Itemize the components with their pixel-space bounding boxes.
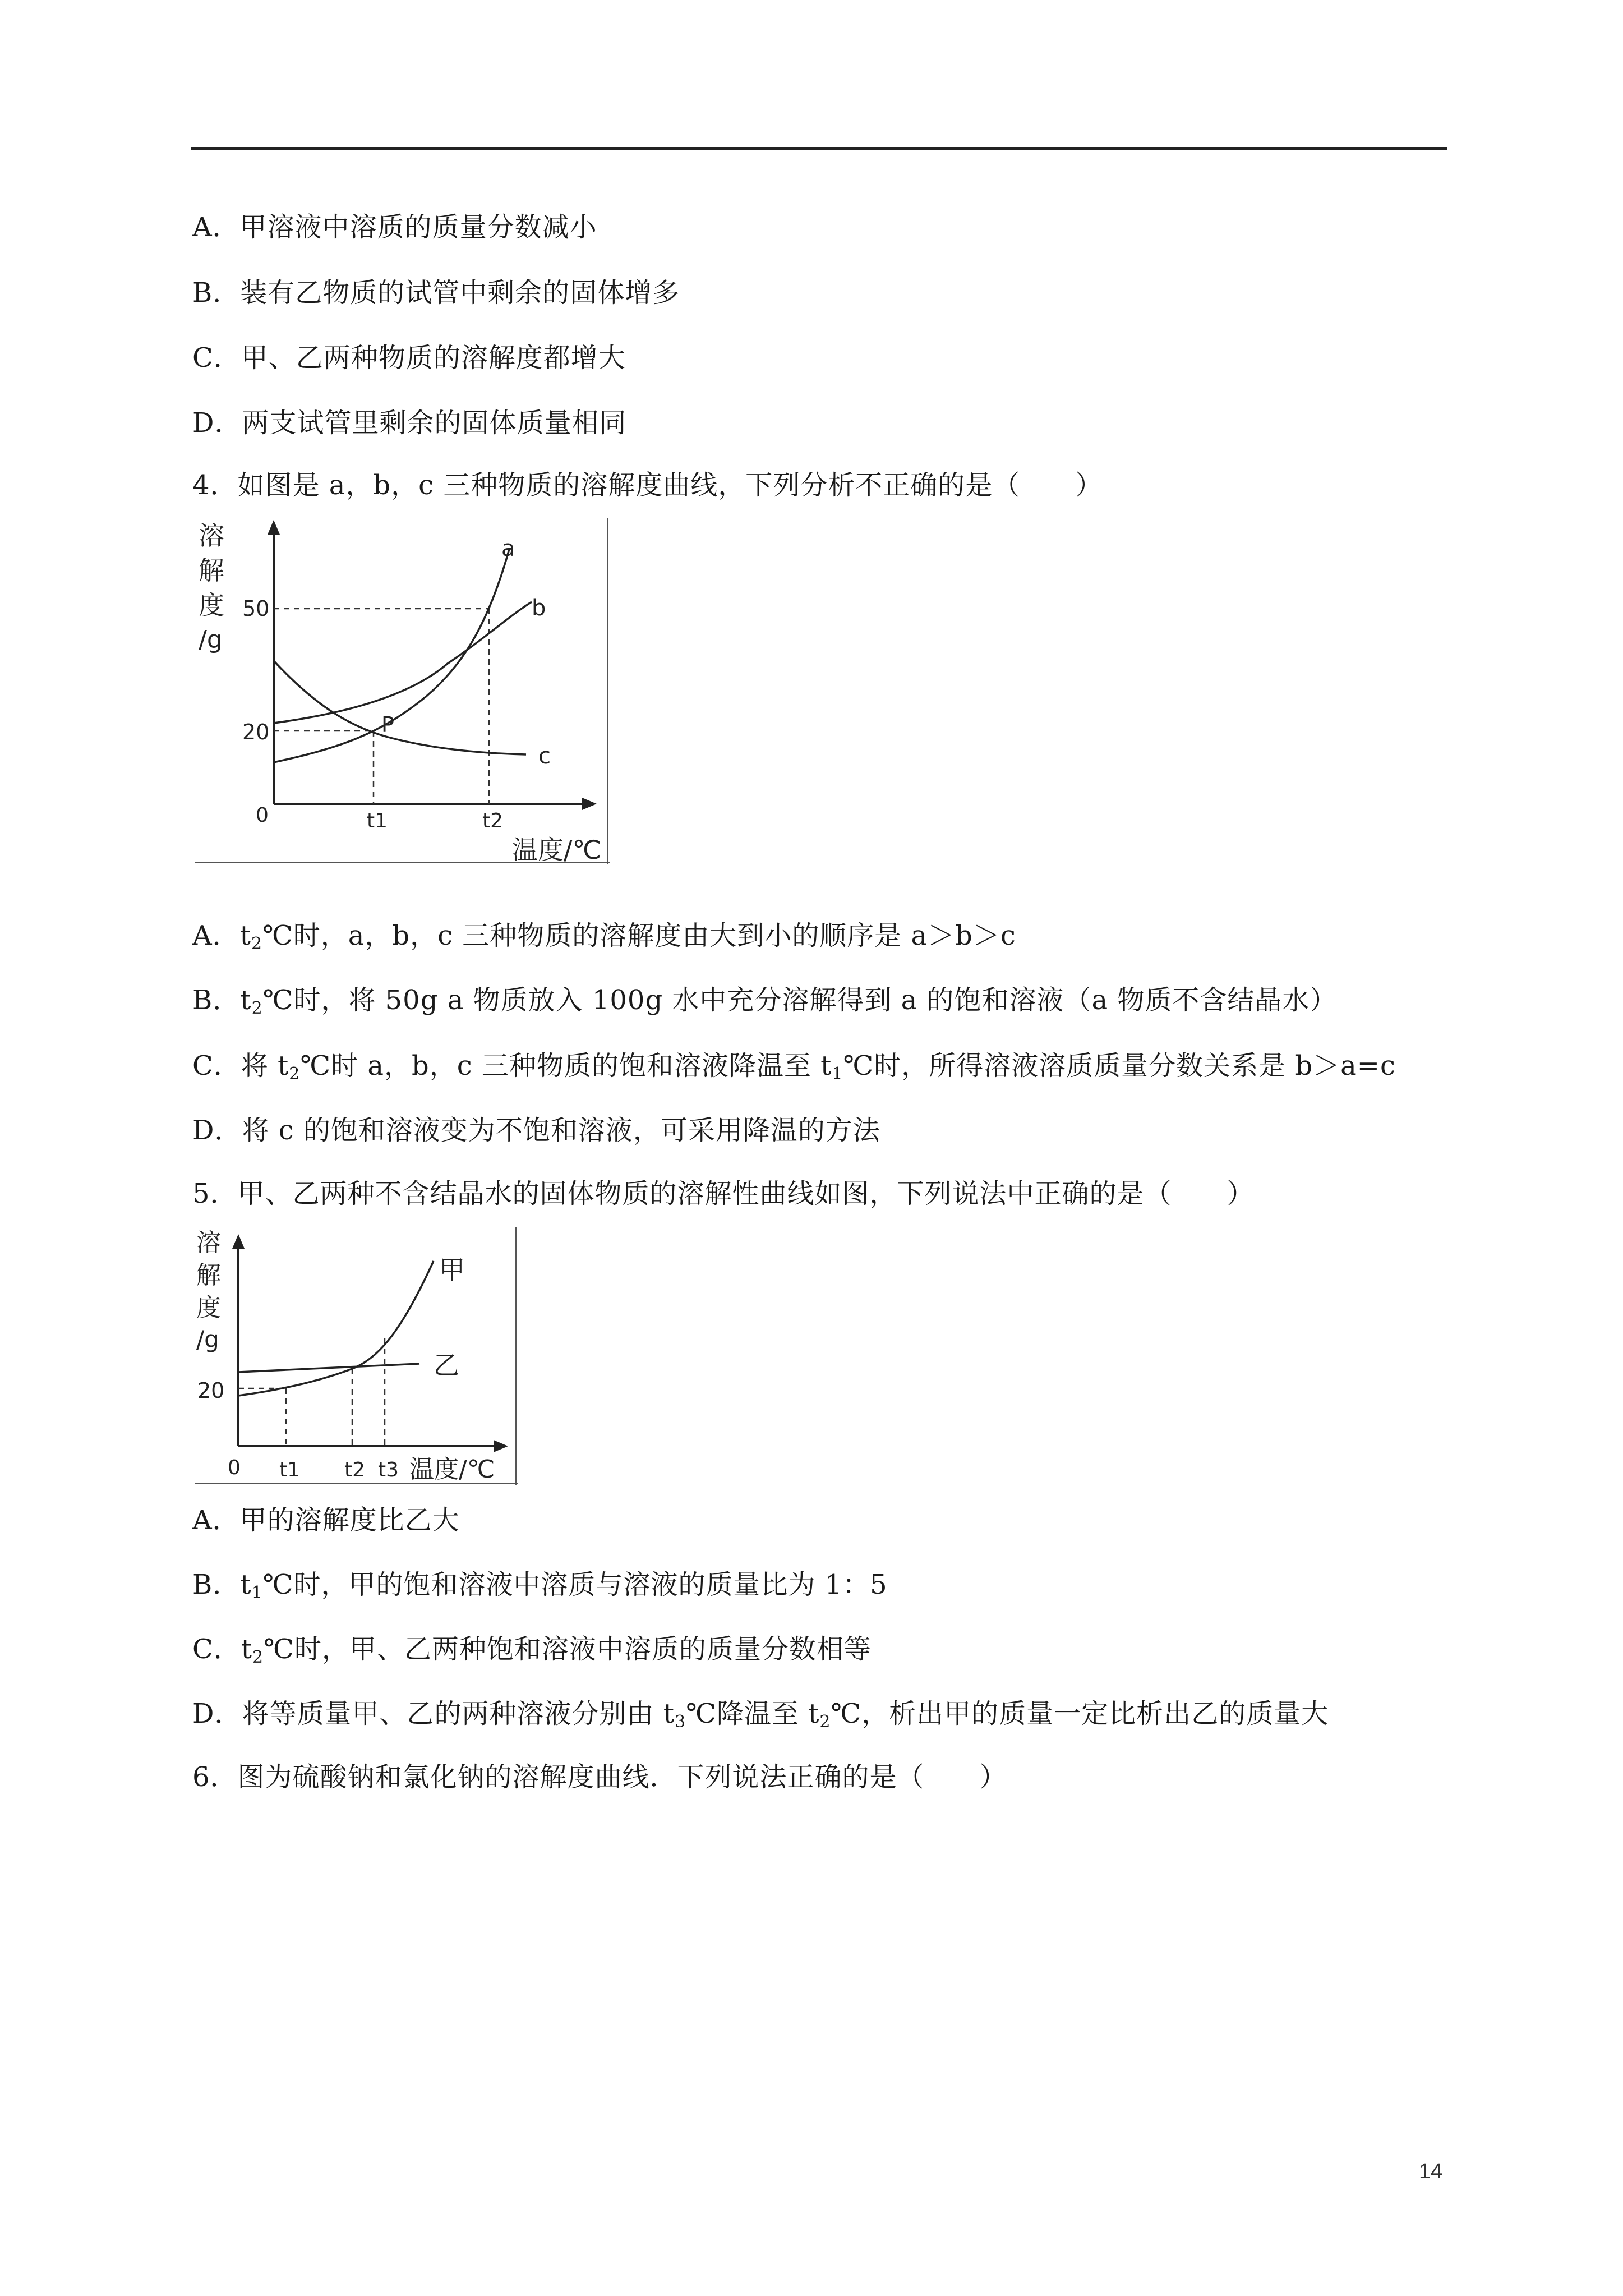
q4-option-d: D．将 c 的饱和溶液变为不饱和溶液，可采用降温的方法 [192,1115,880,1146]
q5-option-d: D．将等质量甲、乙的两种溶液分别由 $t_3℃$降温至 $t_2℃$，析出甲的质量一定比析出乙的质量大 [192,1698,1329,1732]
q4-xtick-t1: t1 [367,809,388,832]
q5-xtick-t2: t2 [344,1458,366,1481]
q5-option-b: B．$t_1℃$时，甲的饱和溶液中溶质与溶液的质量比为 1：5 [192,1569,888,1603]
q4-xtick-t2: t2 [482,809,504,832]
q5-ylabel-1: 溶 [196,1228,221,1257]
q5-yunit: /g [196,1326,219,1353]
q4-yunit: /g [199,625,223,654]
q5-ytick-20: 20 [197,1378,225,1403]
q4-ylabel-1: 溶 [199,521,224,551]
q5-y-arrow [232,1234,245,1249]
q5-option-c: C．$t_2℃$时，甲、乙两种饱和溶液中溶质的质量分数相等 [192,1634,872,1667]
q4-x-arrow [582,798,597,810]
q4-option-a: A．$t_2℃$时，a，b，c 三种物质的溶解度由大到小的顺序是 a＞b＞c [192,920,1016,954]
q5-xtick-t3: t3 [378,1458,399,1481]
q5-solubility-chart [195,1227,518,1485]
q5-stem: 5．甲、乙两种不含结晶水的固体物质的溶解性曲线如图，下列说法中正确的是（ ） [192,1178,1255,1209]
q5-x-arrow [494,1440,508,1452]
q4-stem: 4．如图是 a，b，c 三种物质的溶解度曲线，下列分析不正确的是（ ） [192,470,1103,501]
q4-curve-c [274,661,526,754]
q4-option-c: C．将 $t_2℃$时 a，b，c 三种物质的饱和溶液降温至 $t_1℃$时，所得溶液溶质质量分数关系是 b＞a=c [192,1050,1396,1084]
q4-ytick-20: 20 [242,720,270,744]
q5-xlabel: 温度/℃ [409,1455,495,1484]
q4-label-p: P [381,712,394,737]
q4-option-b: B．$t_2℃$时，将 50g a 物质放入 100g 水中充分溶解得到 a 的饱和溶液（a 物质不含结晶水） [192,984,1338,1018]
q6-stem: 6．图为硫酸钠和氯化钠的溶解度曲线．下列说法正确的是（ ） [192,1761,1007,1793]
q5-label-jia: 甲 [439,1255,465,1285]
option-c-prev: C．甲、乙两种物质的溶解度都增大 [192,342,626,374]
page-number: 14 [1419,2160,1443,2183]
q4-ylabel-2: 解 [199,555,224,586]
header-rule [191,147,1447,150]
q4-y-arrow [268,520,280,535]
q4-solubility-figure [195,518,610,864]
q5-solubility-figure [195,1227,518,1485]
q4-curve-b [274,602,532,723]
q5-option-a: A．甲的溶解度比乙大 [192,1504,460,1536]
q5-curve-yi [238,1364,419,1372]
option-d-prev: D．两支试管里剩余的固体质量相同 [192,407,627,439]
q5-ylabel-3: 度 [196,1294,221,1322]
q4-label-b: b [532,595,546,621]
q4-label-c: c [538,743,551,769]
q5-label-yi: 乙 [434,1350,459,1381]
q5-origin: 0 [228,1456,241,1479]
q5-xtick-t1: t1 [279,1458,301,1481]
q5-ylabel-2: 解 [196,1261,221,1290]
q4-solubility-chart [195,518,610,864]
q4-ytick-50: 50 [242,596,270,621]
q4-origin: 0 [256,804,269,827]
q5-curve-jia [238,1261,434,1396]
q4-ylabel-3: 度 [199,590,224,620]
option-a-prev: A．甲溶液中溶质的质量分数减小 [192,211,597,243]
q4-label-a: a [501,536,515,562]
option-b-prev: B．装有乙物质的试管中剩余的固体增多 [192,277,680,309]
q4-xlabel: 温度/℃ [512,835,602,864]
